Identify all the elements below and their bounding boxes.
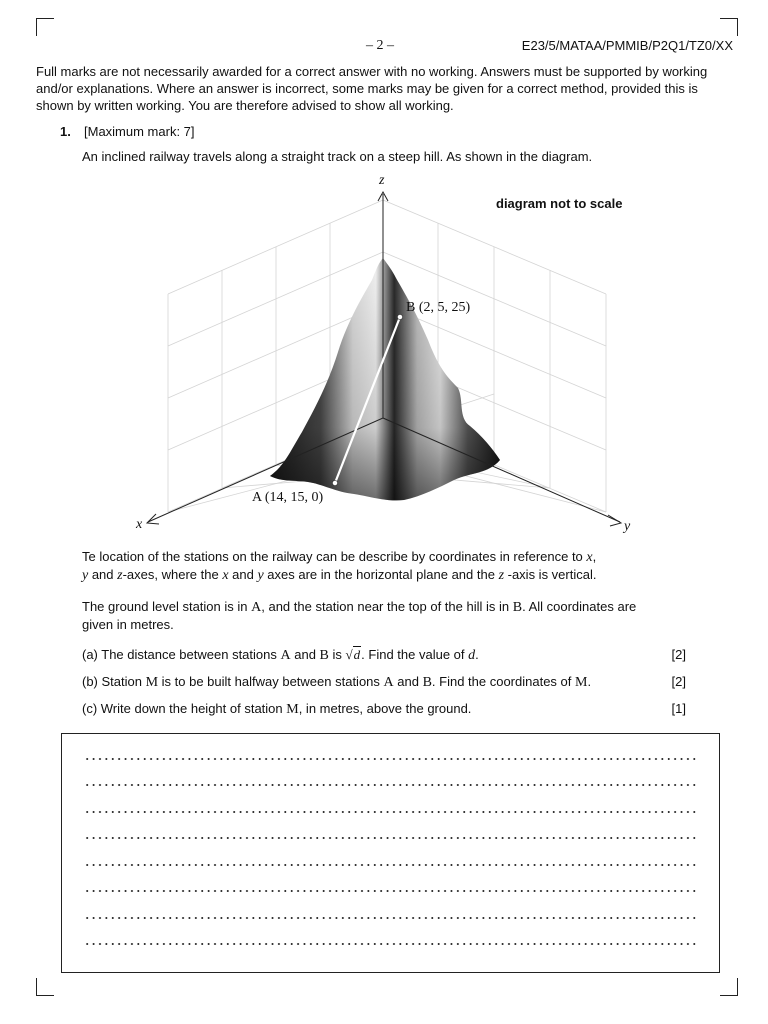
answer-line[interactable] — [84, 917, 698, 919]
x-axis-arrow — [147, 514, 159, 524]
exam-reference-code: E23/5/MATAA/PMMIB/P2Q1/TZ0/XX — [521, 38, 733, 53]
y-axis-arrow — [608, 515, 621, 526]
hill-shading — [270, 258, 500, 500]
question-description: An inclined railway travels along a straight track on a steep hill. As shown in the diagram. — [82, 149, 593, 164]
question-number: 1. — [60, 124, 71, 139]
crop-mark-bottom-left — [36, 978, 54, 996]
crop-mark-bottom-right — [720, 978, 738, 996]
answer-line[interactable] — [84, 943, 698, 945]
part-a-marks: [2] — [671, 647, 686, 662]
answer-box[interactable] — [61, 733, 720, 973]
axis-x-label: x — [136, 517, 143, 532]
axis-y-label: y — [624, 519, 631, 534]
page-number: – 2 – — [366, 38, 394, 53]
answer-line[interactable] — [84, 758, 698, 760]
sqrt-d: √d — [345, 647, 361, 662]
hill-diagram — [132, 170, 642, 542]
axis-z-label: z — [379, 173, 385, 188]
hill-diagram-svg — [132, 170, 642, 542]
not-to-scale-note: diagram not to scale — [496, 196, 623, 211]
instructions-paragraph: Full marks are not necessarily awarded for a correct answer with no working. Answers must be supported by working and/or explanations. Where an answer is incorrect, some marks may be given for a correct method, provided this is shown by written working. You are therefore advised to show all working. — [36, 64, 708, 113]
answer-line[interactable] — [84, 890, 698, 892]
part-c-marks: [1] — [671, 701, 686, 716]
station-b-dot — [397, 314, 402, 319]
answer-line[interactable] — [84, 864, 698, 866]
point-b-label: B (2, 5, 25) — [406, 300, 471, 315]
answer-line[interactable] — [84, 784, 698, 786]
station-a-dot — [332, 480, 337, 485]
crop-mark-top-left — [36, 18, 54, 36]
point-a-label: A (14, 15, 0) — [252, 490, 324, 505]
crop-mark-top-right — [720, 18, 738, 36]
question-max-mark: [Maximum mark: 7] — [84, 124, 195, 139]
coordinate-system-paragraph: Te location of the stations on the railway can be describe by coordinates in reference to x, y and z-axes, where the x and y axes are in the horizontal plane and the z -axis is vertical. — [82, 549, 597, 583]
answer-line[interactable] — [84, 837, 698, 839]
part-b-marks: [2] — [671, 674, 686, 689]
answer-line[interactable] — [84, 811, 698, 813]
stations-paragraph: The ground level station is in A, and the station near the top of the hill is in B. All coordinates are given in metres. — [82, 599, 637, 632]
